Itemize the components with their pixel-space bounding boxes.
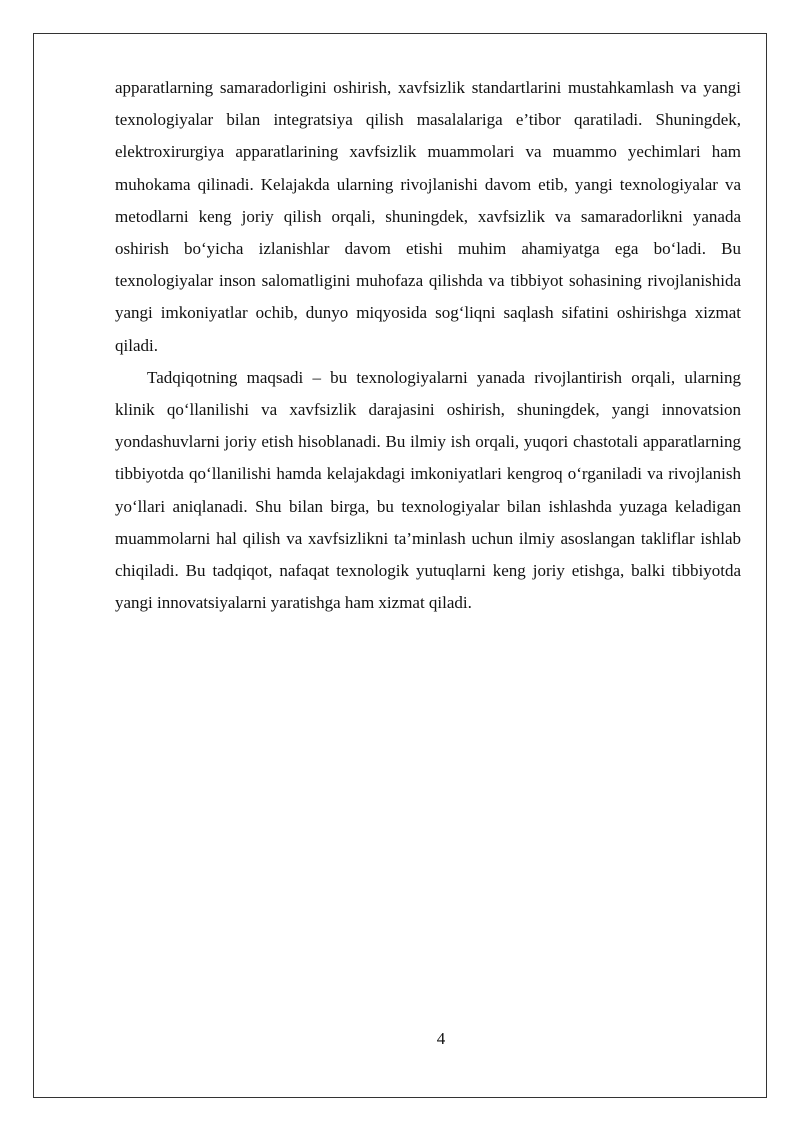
paragraph-continuation: apparatlarning samaradorligini oshirish, xavfsizlik standartlarini mustahkamlash va yangi texnologiyalar bilan integratsiya qilish masalalariga e’tibor qaratiladi. Shuningdek, elektroxirurgiya apparatlarining xavfsizlik muammolari va muammo yechimlari ham muhokama qilinadi. Kelajakda ularning rivojlanishi davom etib, yangi texnologiyalar va metodlarni keng joriy qilish orqali, shuningdek, xavfsizlik va samaradorlikni yanada oshirish bo‘yicha izlanishlar davom etishi muhim ahamiyatga ega bo‘ladi. Bu texnologiyalar inson salomatligini muhofaza qilishda va tibbiyot sohasining rivojlanishida yangi imkoniyatlar ochib, dunyo miqyosida sog‘liqni saqlash sifatini oshirishga xizmat qiladi. (115, 78, 741, 355)
paragraph-research-goal: Tadqiqotning maqsadi – bu texnologiyalarni yanada rivojlantirish orqali, ularning klinik qo‘llanilishi va xavfsizlik darajasini oshirish, shuningdek, yangi innovatsion yondashuvlarni joriy etish hisoblanadi. Bu ilmiy ish orqali, yuqori chastotali apparatlarning tibbiyotda qo‘llanilishi hamda kelajakdagi imkoniyatlari kengroq o‘rganiladi va rivojlanish yo‘llari aniqlanadi. Shu bilan birga, bu texnologiyalar bilan ishlashda yuzaga keladigan muammolarni hal qilish va xavfsizlikni ta’minlash uchun ilmiy asoslangan takliflar ishlab chiqiladi. Bu tadqiqot, nafaqat texnologik yutuqlarni keng joriy etishga, balki tibbiyotda yangi innovatsiyalarni yaratishga ham xizmat qiladi. (115, 367, 741, 613)
body-text (115, 72, 741, 619)
page-number: 4 (436, 1029, 446, 1048)
